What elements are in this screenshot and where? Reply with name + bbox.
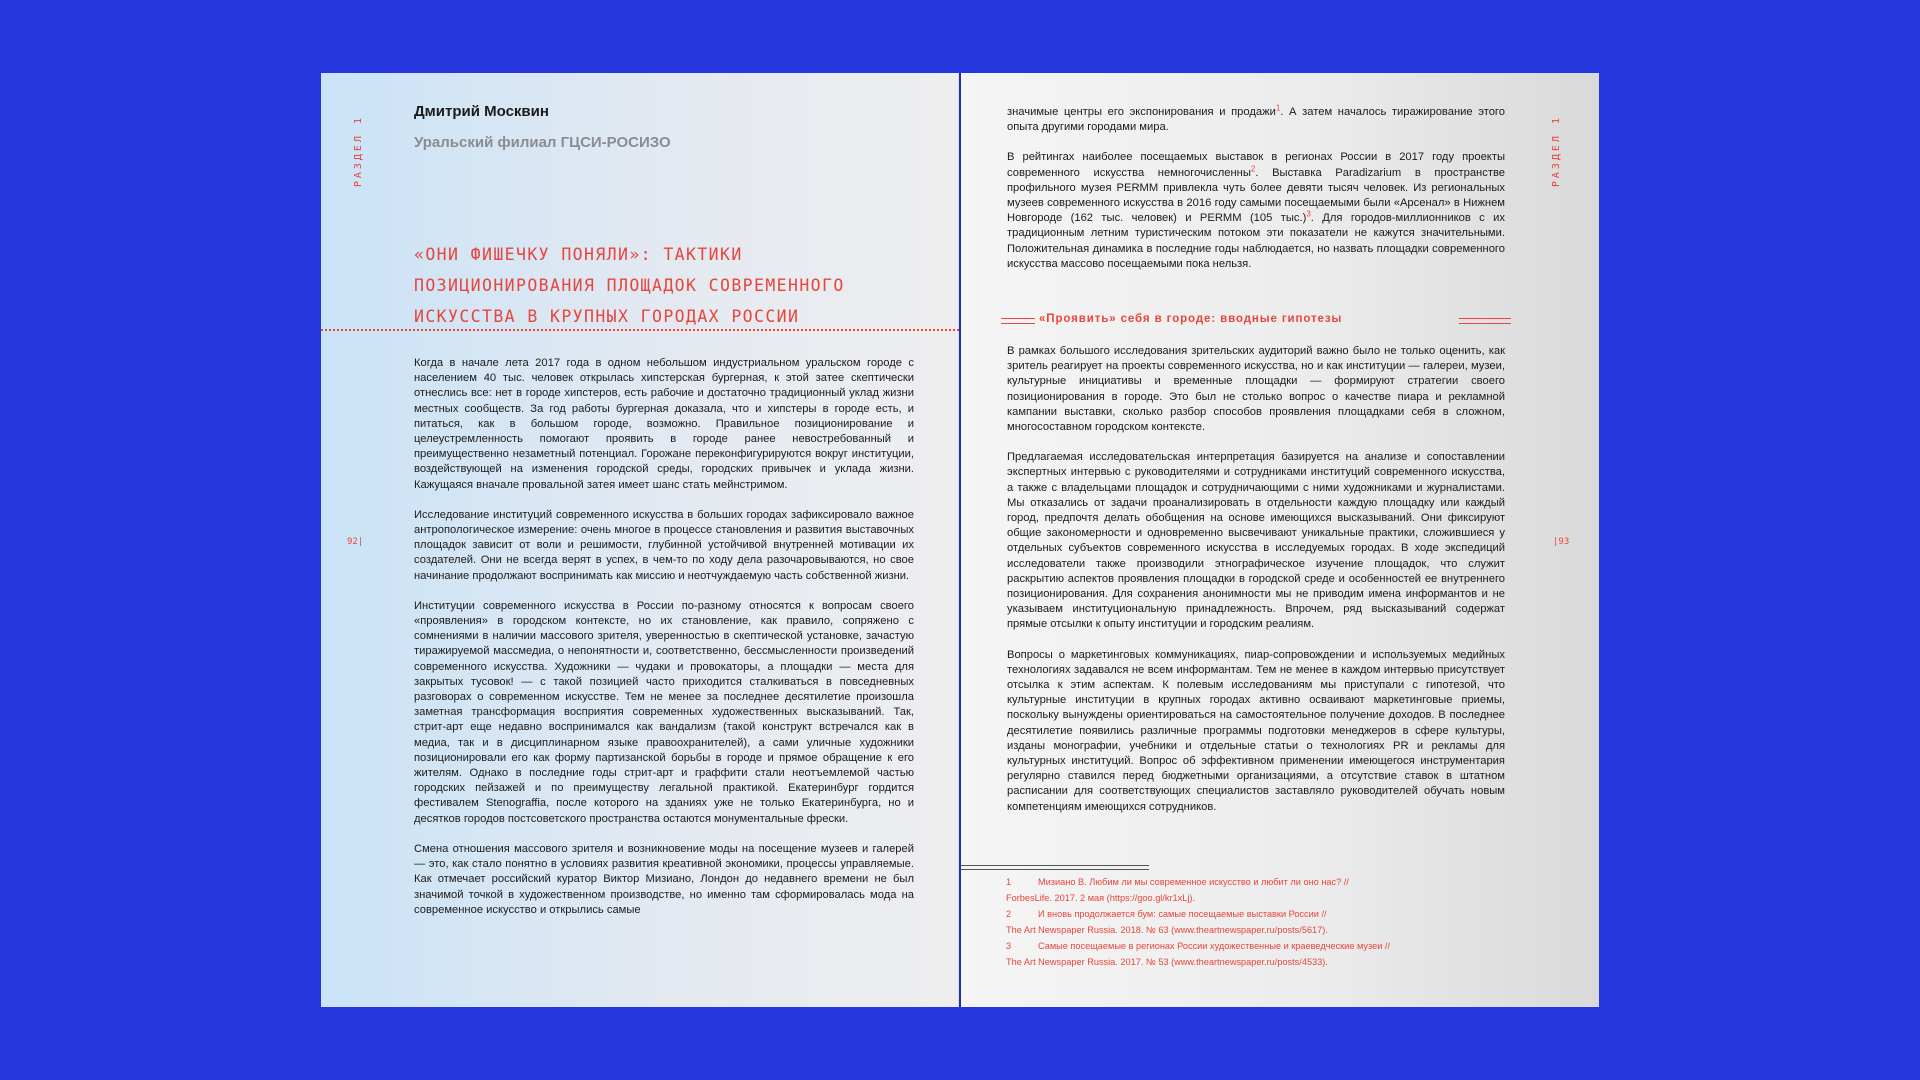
footnotes	[1006, 874, 1526, 970]
paragraph: Институции современного искусства в России по-разному относятся к вопросам своего «проявления» в городском контексте, но их становление, как правило, сопряжено с сомнениями в наличии массового зрителя, уверенностью в скептической установке, зачастую тиражируемой массмедиа, о непонятности и, соответственно, бессмысленности произведений современного искусства. Художники — чудаки и провокаторы, а площадки — места для закрытых тусовок! — с такой позицией часто приходится сталкиваться в повседневных разговорах о современном искусстве. Тем не менее за последнее десятилетие произошла заметная трансформация восприятия современных художественных высказываний. Так, стрит-арт еще недавно воспринимался как вандализм (такой конструкт встречался как в медиа, так и в дисциплинарном языке правоохранителей), а сами уличные художники позиционировали его как форму партизанской борьбы в городе и прямое обращение к его жителям. Однако в последние годы стрит-арт и граффити стали неотъемлемой частью городских пейзажей и по преимуществу легальной практикой. Екатеринбург гордится фестивалем Stenograffia, после которого на зданиях уже не только Екатеринбурга, но и десятков городов постсоветского пространства остаются монументальные фрески.	[414, 599, 914, 825]
footnote	[1006, 906, 1526, 922]
paragraph: В рамках большого исследования зрительских аудиторий важно было не только оценить, как зритель реагирует на проекты современного искусства, но и как институции — галереи, музеи, культурные инициативы и временные площадки — формируют стратегии своего позиционирования в городе. Это был не столько вопрос о качестве пиара и рекламной кампании выставки, сколько разбор способов проявления площадками себя в сложном, многосоставном городском контексте.	[1007, 345, 1505, 434]
article-body-right	[1007, 344, 1505, 830]
author-affiliation: Уральский филиал ГЦСИ-РОСИЗО	[414, 134, 671, 151]
heading-rule-left	[1001, 318, 1035, 324]
paragraph: Вопросы о маркетинговых коммуникациях, пиар-сопровождении и используемых медийных технологиях задавался не всем информантам. Тем не менее в каждом интервью присутствует отсылка к этим аспектам. К полевым исследованиям мы приступали с гипотезой, что культурные институции в крупных городах активно осваивают маркетинговые приемы, поскольку вынуждены ориентироваться на самостоятельное получение доходов. В последнее десятилетие появились различные программы подготовки менеджеров в сфере культуры, изданы монографии, учебники и отдельные статьи о технологиях PR и рекламы для культурных институций. Вопрос об эффективном применении имеющегося инструментария регулярно ставился перед бюджетными организациями, а отсутствие ставок в штатном расписании для соответствующих специалистов заставляло руководителей обучать новым компетенциям имеющихся сотрудников.	[1007, 648, 1505, 813]
footnote-text: И вновь продолжается бум: самые посещаемые выставки России //	[1038, 909, 1327, 919]
paragraph: значимые центры его экспонирования и продажи$^1$. А затем началось тиражирование этого опыта другими городами мира.	[1007, 103, 1505, 134]
paragraph: Предлагаемая исследовательская интерпретация базируется на анализе и сопоставлении экспертных интервью с руководителями и сотрудниками институций современного искусства, а также с владельцами площадок и сотрудничающими с ними художниками и журналистами. Мы отказались от задачи проанализировать в отдельности каждую площадку или каждый город, предпочтя делать обобщения на основе имеющихся высказываний. Они фиксируют общие закономерности и одновременно высвечивают уникальные практики, сложившиеся у отдельных субъектов современного искусства в исследуемых городах. В ходе экспедиций исследователи также производили этнографическое изучение площадок, что служит раскрытию аспектов проявления площадки в городской среде и особенностей ее внутреннего позиционирования. Для сохранения анонимности мы не приводим имена информантов и не указываем институциональную принадлежность. Впрочем, ряд высказываний содержат прямые отсылки к опыту институции и городским реалиям.	[1007, 451, 1505, 631]
article-body-right-top	[1007, 105, 1505, 287]
right-page	[961, 73, 1599, 1007]
footnote-text: Мизиано В. Любим ли мы современное искусство и любит ли оно нас? //	[1038, 877, 1349, 887]
page-number: 92|	[347, 537, 364, 547]
footnote-number: 1	[1006, 877, 1012, 887]
footnote-source[interactable]: ForbesLife. 2017. 2 мая (https://goo.gl/kr1xLj).	[1006, 893, 1196, 903]
footnote-ref[interactable]: 2	[1250, 163, 1256, 173]
section-heading-text: «Проявить» себя в городе: вводные гипотезы	[1039, 313, 1343, 325]
paragraph: В рейтингах наиболее посещаемых выставок в регионах России в 2017 году проекты современного искусства немногочисленны$^2$. Выставка Paradizarium в пространстве профильного музея PERMM привлекла чуть более девяти тысяч человек. Из региональных музеев современного искусства в 2016 году самыми посещаемыми были «Арсенал» в Нижнем Новгороде (162 тыс. человек) и PERMM (105 тыс.)$^3$. Для городов-миллионников с их традиционным летним туристическим потоком эти показатели не кажутся значительными. Положительная динамика в последние годы наблюдается, но назвать площадки современного искусства массово посещаемыми пока нельзя.	[1007, 151, 1506, 270]
section-heading	[1001, 313, 1511, 328]
footnote	[1006, 874, 1526, 890]
heading-rule-right	[1459, 318, 1511, 324]
footnote	[1006, 938, 1526, 954]
section-label: РАЗДЕЛ 1	[1551, 115, 1562, 188]
left-page	[321, 73, 959, 1007]
paragraph: Когда в начале лета 2017 года в одном небольшом индустриальном уральском городе с населением 40 тыс. человек открылась хипстерская бургерная, к этой затее скептически отнеслись все: нет в городе хипстеров, есть рабочие и достаточно традиционный уклад жизни местных сообществ. За год работы бургерная доказала, что и хипстеры в городе есть, и питаться, как в большом городе, возможно. Правильное позиционирование и целеустремленность помогают проявить в городе ранее невостребованный и преимущественно незаметный потенциал. Горожане переконфигурируются вокруг институции, воздействующей на изменения городской среды, городских привычек и уклада жизни. Кажущаяся вначале провальной затея имеет шанс стать мейнстримом.	[414, 357, 914, 491]
footnote-number: 3	[1006, 941, 1012, 951]
article-title: «ОНИ ФИШЕЧКУ ПОНЯЛИ»: ТАКТИКИ ПОЗИЦИОНИРОВАНИЯ ПЛОЩАДОК СОВРЕМЕННОГО ИСКУССТВА В КРУПНЫХ ГОРОДАХ РОССИИ	[414, 245, 845, 326]
dotted-divider	[321, 329, 959, 331]
footnote-rule	[961, 869, 1149, 870]
footnote-source[interactable]: The Art Newspaper Russia. 2018. № 63 (www.theartnewspaper.ru/posts/5617).	[1006, 925, 1328, 935]
footnote-ref[interactable]: 1	[1275, 103, 1281, 113]
paragraph: Смена отношения массового зрителя и возникновение моды на посещение музеев и галерей — это, как стало понятно в условиях развития креативной экономики, процессы управляемые. Как отмечает российский куратор Виктор Мизиано, Лондон до недавнего времени не был значимой точкой в художественном производстве, но именно там сформировалась мода на современное искусство и открылись самые	[414, 842, 914, 916]
paragraph: Исследование институций современного искусства в больших городах зафиксировало важное антропологическое измерение: очень многое в процессе становления и развития выставочных площадок зависит от воли и решимости, глубинной устойчивой внутренней мотивации их создателей. Они не всегда верят в успех, в чем-то по ходу дела разочаровываются, но свое начинание продолжают воспринимать как миссию и неотчуждаемую часть собственной жизни.	[414, 508, 914, 582]
author-name: Дмитрий Москвин	[414, 103, 549, 120]
page-number: |93	[1553, 537, 1570, 547]
footnote-text: Самые посещаемые в регионах России художественные и краеведческие музеи //	[1038, 941, 1391, 951]
footnote-rule	[961, 865, 1149, 866]
footnote-source[interactable]: The Art Newspaper Russia. 2017. № 53 (www.theartnewspaper.ru/posts/4533).	[1006, 957, 1328, 967]
article-body-left	[414, 356, 914, 933]
footnote-number: 2	[1006, 909, 1012, 919]
footnote-ref[interactable]: 3	[1306, 209, 1311, 219]
section-label: РАЗДЕЛ 1	[353, 115, 364, 188]
